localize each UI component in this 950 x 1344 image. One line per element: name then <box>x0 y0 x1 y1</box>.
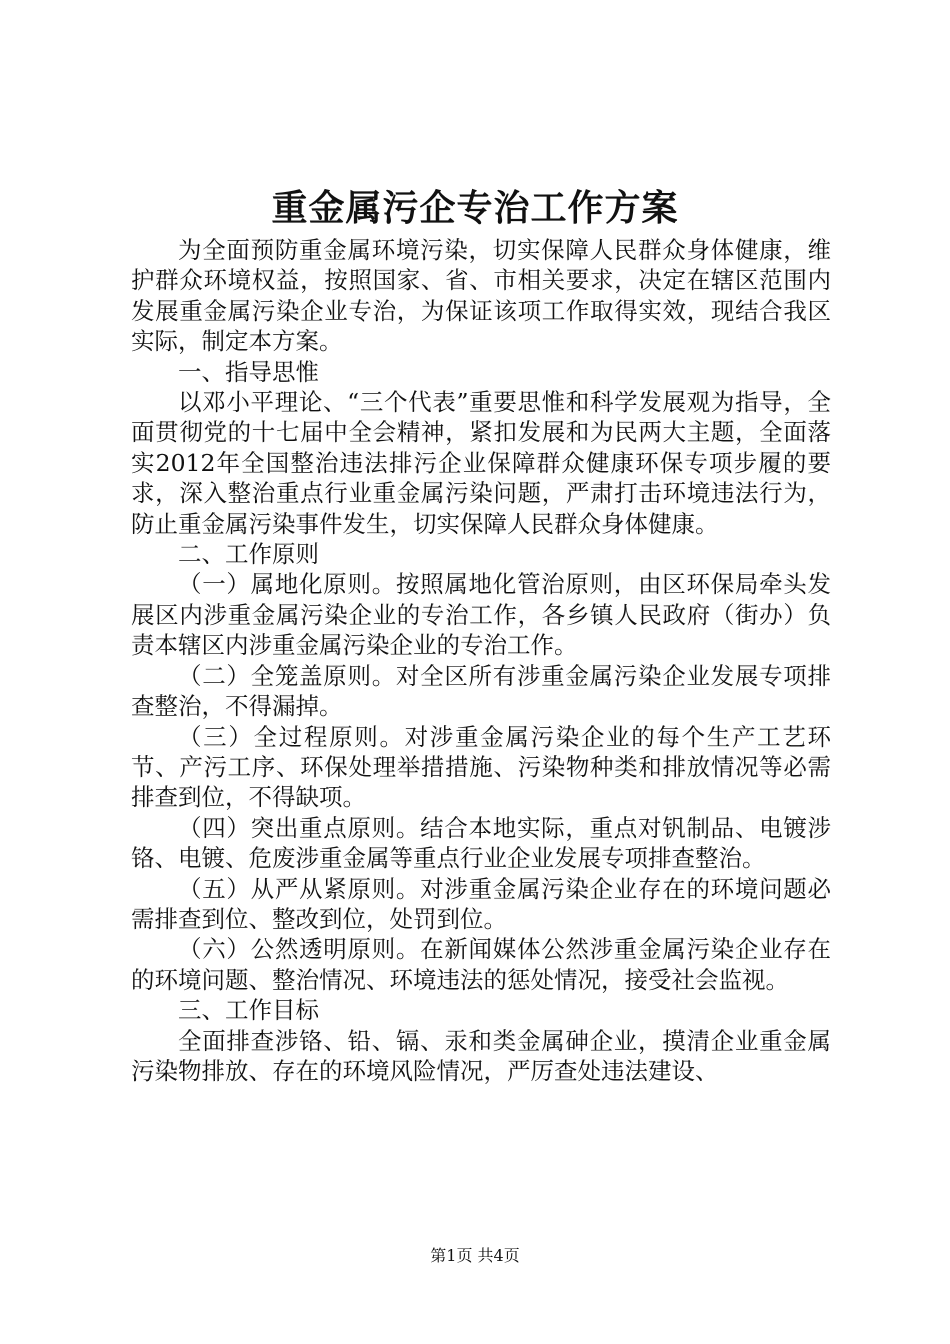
paragraph-principle-6: （六）公然透明原则。在新闻媒体公然涉重金属污染企业存在的环境问题、整治情况、环境违法的惩处情况，接受社会监视。 <box>131 935 831 994</box>
paragraph-principle-5: （五）从严从紧原则。对涉重金属污染企业存在的环境问题必需排查到位、整改到位，处罚到位。 <box>131 874 831 933</box>
paragraph-work-goals: 全面排查涉铬、铅、镉、汞和类金属砷企业，摸清企业重金属污染物排放、存在的环境风险情况，严厉查处违法建设、 <box>131 1026 831 1085</box>
paragraph-principle-3: （三）全过程原则。对涉重金属污染企业的每个生产工艺环节、产污工序、环保处理举措措施、污染物种类和排放情况等必需排查到位，不得缺项。 <box>131 722 831 812</box>
paragraph-principle-4: （四）突出重点原则。结合本地实际，重点对钒制品、电镀涉铬、电镀、危废涉重金属等重点行业企业发展专项排查整治。 <box>131 813 831 873</box>
paragraph-principle-2: （二）全笼盖原则。对全区所有涉重金属污染企业发展专项排查整治，不得漏掉。 <box>131 661 831 721</box>
section-heading-guiding-thought: 一、指导思惟 <box>178 357 319 386</box>
document-body <box>131 235 831 1086</box>
section-heading-work-principles: 二、工作原则 <box>178 540 319 569</box>
paragraph-intro: 为全面预防重金属环境污染，切实保障人民群众身体健康，维护群众环境权益，按照国家、省、市相关要求，决定在辖区范围内发展重金属污染企业专治，为保证该项工作取得实效，现结合我区实际，制定本方案。 <box>131 236 831 356</box>
section-heading-work-goals: 三、工作目标 <box>178 996 319 1025</box>
paragraph-principle-1: （一）属地化原则。按照属地化管治原则，由区环保局牵头发展区内涉重金属污染企业的专治工作，各乡镇人民政府（街办）负责本辖区内涉重金属污染企业的专治工作。 <box>131 570 831 660</box>
page-footer: 第1页 共4页 <box>430 1246 520 1265</box>
paragraph-guiding-thought: 以邓小平理论、“三个代表”重要思惟和科学发展观为指导，全面贯彻党的十七届中全会精神，紧扣发展和为民两大主题，全面落实2012年全国整治违法排污企业保障群众健康环保专项步履的要求，深入整治重点行业重金属污染问题，严肃打击环境违法行为，防止重金属污染事件发生，切实保障人民群众身体健康。 <box>131 388 831 538</box>
document-title: 重金属污企专治工作方案 <box>271 187 679 229</box>
